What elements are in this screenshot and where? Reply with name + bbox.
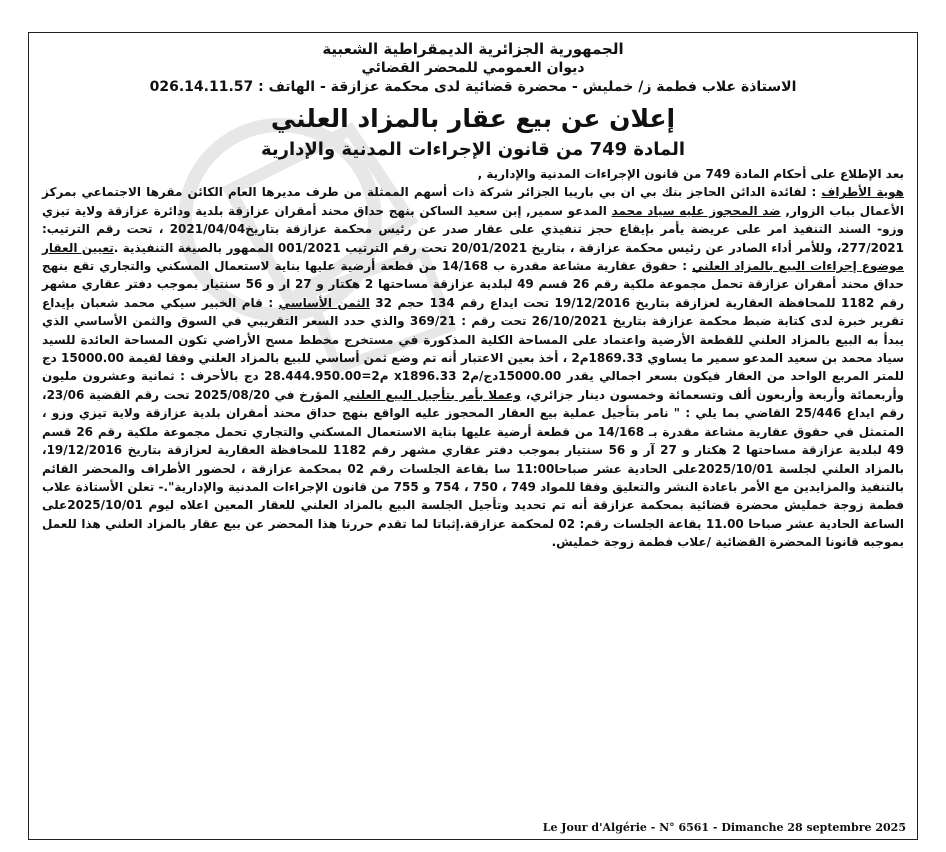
- price-label: الثمن الأساسي: [278, 295, 370, 310]
- price-text: : قام الخبير سيكي محمد شعبان بإيداع تقرير خبرة لدى كتابة ضبط محكمة عزازقة بتاريخ 26/10/2021 تحت رقم : 369/21 والذي حدد السعر التقريبي في السوق والثمن الأساسي الذي يبدأ به البيع بالمزاد العلني للقطعة الأرضية واعتماد على المساحة الكلية المذكورة في مستخرج مخطط مسح الأراضي تكون المساحة العائدة للسيد سياد محمد بن سعيد المدعو سمير ما يساوي 1869.33م2 ، أخذ بعين الاعتبار أنه تم وضع ثمن أساسي للبيع بالمزاد العلني وفقا لقيمة 15000.00 دج للمتر المربع الواحد من العقار فيكون بسعر اجمالي يقدر 15000.00دج/م2 x1896.33 م2=28.444.950.00 دج بالأحرف : ثمانية وعشرون مليون وأربعمائة وأربعة وأربعون ألف وتسعمائة وخمسون دينار جزائري،: [42, 295, 905, 402]
- notice-title: إعلان عن بيع عقار بالمزاد العلني: [270, 104, 676, 133]
- body-intro: بعد الإطلاع على أحكام المادة 749 من قانون الإجراءات المدنية والإدارية ,: [477, 167, 904, 181]
- property-label: تعيين العقار موضوع إجراءات البيع بالمزاد العلني: [42, 240, 904, 274]
- header-office: ديوان العمومي للمحضر القضائي: [361, 60, 585, 76]
- notice-content: [38, 40, 908, 552]
- parties-label: هوية الأطراف: [821, 185, 904, 200]
- debtor-label: ضد المحجوز عليه سياد محمد: [611, 203, 781, 218]
- header-contact: الاستاذة علاب فطمة ز/ خمليش - محضرة قضائية لدى محكمة عزازقة - الهاتف : 026.14.11.57: [149, 79, 797, 95]
- newspaper-footer: Le Jour d'Algérie - N° 6561 - Dimanche 28 septembre 2025: [542, 821, 906, 834]
- property-text: : حقوق عقارية مشاعة مقدرة ب 14/168 من قطعة أرضية عليها بناية لاستعمال المسكني والتجاري تقع بنهج حداق محند أمقران عزازقة تحمل مجموعة ملكية رقم 26 قسم 49 لبلدية عزازقة مساحتها 2 هكتار و 27 ار و 56 سنتيار بموجب دفتر عقاري مشهر رقم 1182 للمحافظة العقارية لعزازقة بتاريخ 19/12/2016 تحت ايداع رقم 134 حجم 32: [42, 259, 905, 310]
- parties-text-b: المدعو سمير, إبن سعيد الساكن بنهج حداق محند أمقران عزازقة بلدية ودائرة عزازقة ولاية تيزي وزو- السند التنفيذ امر على عريضة يأمر بإيقاع حجز تنفيذي على عقار صدر عن رئيس محكمة عزازقة بتاريخ2021/04/04 ، تحت رقم الترتيب: 277/2021، وللأمر أداء الصادر عن رئيس محكمة عزازقة ، بتاريخ 20/01/2021 تحت رقم الترتيب 001/2021 الممهور بالصيغة التنفيذية .: [42, 203, 904, 255]
- header-republic: الجمهورية الجزائرية الديمقراطية الشعبية: [322, 40, 624, 58]
- parties-text-a: : لفائدة الدائن الحاجز بنك بي ان بي باريبا الجزائر شركة ذات أسهم الممثلة من طرف مديرها العام الكائن مقرها الاجتماعي بمركز الأعمال بباب الزوار,: [42, 185, 905, 218]
- order-text: المؤرخ في 2025/08/20 تحت رقم القضية 23/06، رقم ايداع 25/446 القاضي بما يلي : " نامر بتأجيل عملية بيع العقار المحجوز عليه الواقع بنهج حداق محند أمقران بلدية عزازقة ولاية تيزي وزو ، المتمثل في حقوق عقارية مشاعة مقدرة بـ 14/168 من قطعة أرضية عليها بناية الاستعمال المسكني والتجاري تحمل مجموعة ملكية رقم 26 قسم 49 لبلدية عزازقة مساحتها 2 هكتار و 27 آر و 56 سنتيار بموجب دفتر عقاري مشهر رقم 1182 للمحافظة العقارية لعزازقة بتاريخ 19/12/2016، بالمزاد العلني لجلسة 2025/10/01على الحادية عشر صباحا11:00 سا بقاعة الجلسات رقم 02 بمحكمة عزازقة ، لحضور الأطراف والمحضر القائم بالتنفيذ والمزايدين مع الأمر باعادة النشر والتعليق وفقا للمواد 749 ، 750 ، 754 و 755 من قانون الإجراءات المدنية والإدارية".- تعلن الأستاذة علاب فطمة زوجة خمليش محضرة قضائية بمحكمة عزازقة أنه تم تحديد وتأجيل الجلسة البيع بالمزاد العلني للعقار المعين اعلاه ليوم 2025/10/01على الساعة الحادية عشر صباحا 11.00 بقاعة الجلسات رقم: 02 لمحكمة عزازقة.إثباتا لما تقدم حررنا هذا المحضر عن بيع عقار بالمزاد العلني هذا للعمل بموجبه قانونا المحضرة القضائية /علاب فطمة زوجة خمليش.: [42, 387, 905, 550]
- notice-body: [38, 165, 908, 552]
- notice-subtitle: المادة 749 من قانون الإجراءات المدنية والإدارية: [260, 139, 686, 160]
- order-label: وعملا بأمر بتأجيل البيع العلني: [343, 387, 522, 402]
